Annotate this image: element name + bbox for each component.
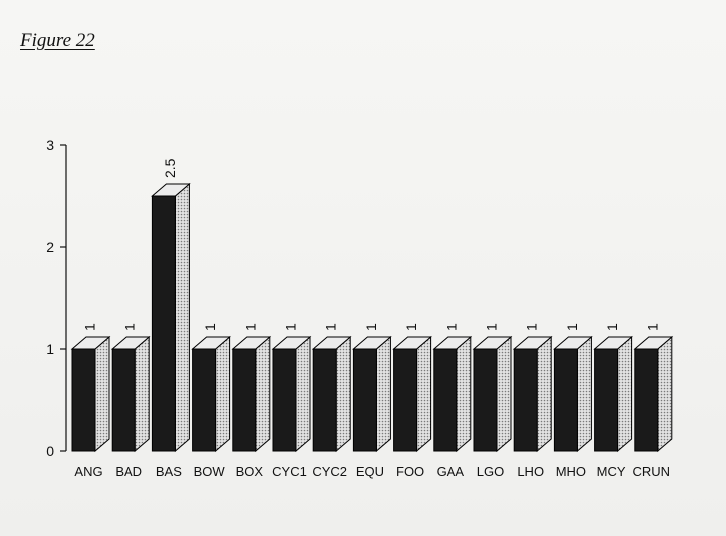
bar-front — [554, 349, 577, 451]
bar-value-label: 1 — [644, 323, 661, 331]
bar-side — [618, 337, 632, 451]
bar-side — [336, 337, 350, 451]
bar-side — [175, 184, 189, 451]
y-tick-label: 1 — [46, 341, 54, 357]
bar — [474, 337, 511, 451]
bar-front — [193, 349, 216, 451]
x-category-label: MHO — [555, 464, 587, 479]
bar-value-label: 1 — [523, 323, 540, 331]
bar — [514, 337, 551, 451]
bar-value-label: 1 — [121, 323, 138, 331]
bar-value-label: 1 — [362, 323, 379, 331]
bar — [233, 337, 270, 451]
bar — [595, 337, 632, 451]
bar-value-label: 1 — [282, 323, 299, 331]
bar-value-label: 1 — [403, 323, 420, 331]
bar-front — [353, 349, 376, 451]
bar — [152, 184, 189, 451]
bar-side — [296, 337, 310, 451]
bar-side — [577, 337, 591, 451]
bar — [112, 337, 149, 451]
bar — [273, 337, 310, 451]
bar-side — [135, 337, 149, 451]
x-category-label: CRUN — [632, 464, 671, 479]
bar-value-label: 1 — [322, 323, 339, 331]
x-category-label: LGO — [476, 464, 505, 479]
bar-side — [417, 337, 431, 451]
y-tick-label: 3 — [46, 137, 54, 153]
bar-side — [497, 337, 511, 451]
bar-side — [457, 337, 471, 451]
bar-value-label: 1 — [242, 323, 259, 331]
bar-front — [514, 349, 537, 451]
y-tick-label: 2 — [46, 239, 54, 255]
bar-side — [537, 337, 551, 451]
x-category-label: ANG — [74, 464, 103, 479]
x-category-label: BAS — [155, 464, 182, 479]
x-category-label: LHO — [517, 464, 545, 479]
bar-side — [376, 337, 390, 451]
bar — [193, 337, 230, 451]
bar-front — [72, 349, 95, 451]
x-category-label: MCY — [596, 464, 626, 479]
bar — [313, 337, 350, 451]
bar — [434, 337, 471, 451]
bar-front — [394, 349, 417, 451]
bar-front — [635, 349, 658, 451]
x-category-label: FOO — [396, 464, 425, 479]
y-axis — [46, 137, 66, 459]
bar-side — [256, 337, 270, 451]
bar-front — [313, 349, 336, 451]
bar-side — [658, 337, 672, 451]
bar-front — [152, 196, 175, 451]
bar-side — [216, 337, 230, 451]
bar — [72, 337, 109, 451]
x-category-label: BOX — [235, 464, 264, 479]
bar-value-label: 2.5 — [161, 158, 178, 178]
bar-front — [233, 349, 256, 451]
bar — [353, 337, 390, 451]
x-category-label: CYC1 — [272, 464, 307, 479]
bar-value-label: 1 — [81, 323, 98, 331]
bars — [72, 184, 672, 451]
x-category-label: BAD — [115, 464, 143, 479]
bar-value-label: 1 — [563, 323, 580, 331]
figure-title: Figure 22 — [20, 30, 95, 51]
y-tick-label: 0 — [46, 443, 54, 459]
bar-value-label: 1 — [443, 323, 460, 331]
bar-value-label: 1 — [604, 323, 621, 331]
bar-front — [434, 349, 457, 451]
bar-value-label: 1 — [483, 323, 500, 331]
bar-side — [95, 337, 109, 451]
bar-front — [273, 349, 296, 451]
bar — [554, 337, 591, 451]
x-category-label: BOW — [193, 464, 225, 479]
bar — [394, 337, 431, 451]
x-category-label: GAA — [436, 464, 465, 479]
x-category-label: EQU — [355, 464, 384, 479]
bar-value-label: 1 — [202, 323, 219, 331]
bar-front — [112, 349, 135, 451]
bar — [635, 337, 672, 451]
bar-front — [474, 349, 497, 451]
bar-front — [595, 349, 618, 451]
x-category-label: CYC2 — [312, 464, 348, 479]
